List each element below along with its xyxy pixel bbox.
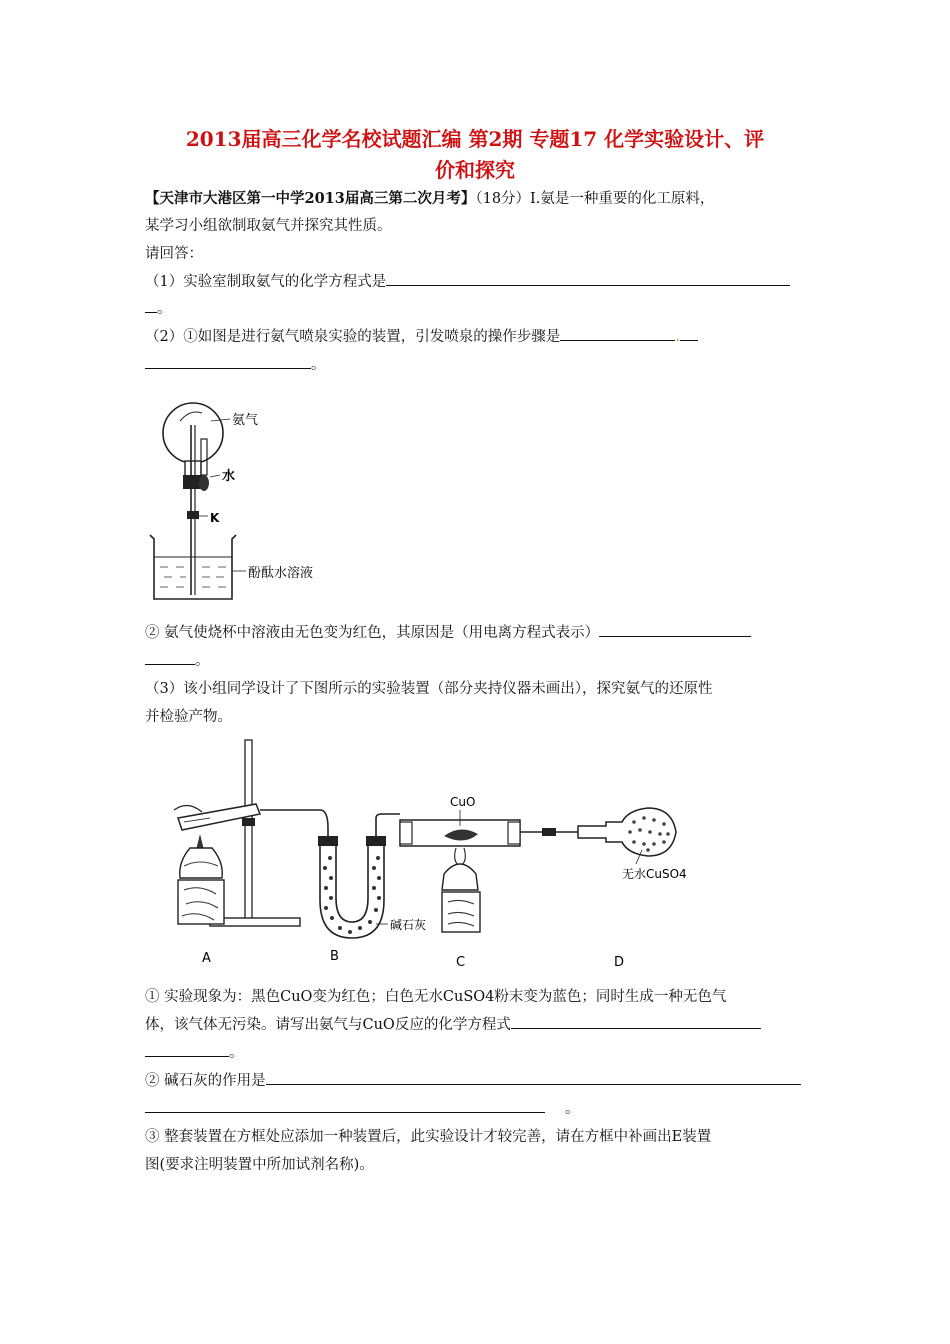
label-soda-lime: 碱石灰	[390, 918, 427, 932]
question-3-part3-line2: 图(要求注明装置中所加试剂名称)。	[145, 1157, 374, 1173]
question-3-part1-cont	[145, 1042, 244, 1064]
question-2-part2-blank-cont[interactable]	[145, 650, 195, 665]
alcohol-lamp-a	[180, 848, 223, 878]
beaker-solution	[160, 567, 226, 587]
question-2-part2-blank[interactable]	[599, 622, 751, 637]
label-water: 水	[222, 469, 236, 484]
label-phenolphthalein-solution: 酚酞水溶液	[248, 566, 314, 581]
clamp-k	[187, 511, 199, 519]
question-2-blank[interactable]	[560, 326, 675, 341]
label-ammonia-gas: 氨气	[232, 413, 259, 428]
label-apparatus-d: D	[614, 955, 625, 970]
dropper	[201, 439, 207, 475]
document-title-line2: 价和探究	[435, 158, 515, 182]
label-apparatus-b: B	[330, 949, 339, 964]
question-2-part2-end: 。	[195, 653, 210, 669]
question-2-part2-cont	[145, 650, 210, 672]
question-1-cont	[145, 298, 172, 320]
question-3-part1-blank-cont[interactable]	[145, 1042, 229, 1057]
question-2-blank-b[interactable]	[680, 326, 698, 341]
question-3-line2: 并检验产物。	[145, 709, 232, 725]
question-3-part2-end: 。	[565, 1101, 580, 1117]
alcohol-lamp-c	[442, 864, 478, 890]
fountain-apparatus-figure	[140, 395, 320, 607]
question-3-part2-blank[interactable]	[266, 1070, 801, 1085]
question-2-blank-cont[interactable]	[145, 354, 311, 369]
question-1-blank-cont[interactable]	[145, 298, 157, 313]
intro-line2: 某学习小组欲制取氨气并探究其性质。	[145, 218, 392, 234]
question-3-part2-blank-cont[interactable]	[145, 1098, 545, 1113]
question-3-line1: （3）该小组同学设计了下图所示的实验装置（部分夹持仪器未画出），探究氨气的还原性	[145, 681, 713, 697]
question-2-cont	[145, 354, 326, 376]
label-valve-k: K	[210, 511, 220, 525]
label-apparatus-c: C	[456, 955, 466, 970]
question-3-part1-text: 体，该气体无污染。请写出氨气与CuO反应的化学方程式	[145, 1017, 511, 1033]
question-1-blank[interactable]	[386, 271, 790, 286]
label-cuo: CuO	[450, 795, 476, 809]
question-3-part2-text: ② 碱石灰的作用是	[145, 1073, 266, 1089]
iron-stand-rod	[245, 740, 252, 920]
drying-tube-d	[578, 808, 676, 856]
answer-prompt: 请回答：	[145, 246, 203, 262]
intro-line1	[145, 188, 714, 210]
question-3-part2	[145, 1070, 801, 1092]
question-3-part1-end: 。	[229, 1045, 244, 1061]
label-apparatus-a: A	[202, 951, 211, 966]
question-2-part2	[145, 622, 751, 644]
question-2-end: 。	[311, 357, 326, 373]
question-3-part2-cont	[145, 1098, 580, 1120]
question-2-part2-text: ② 氨气使烧杯中溶液由无色变为红色，其原因是（用电离方程式表示）	[145, 625, 600, 641]
question-3-part1-blank[interactable]	[511, 1014, 761, 1029]
question-2-text: （2）①如图是进行氨气喷泉实验的装置，引发喷泉的操作步骤是	[145, 329, 561, 345]
question-1	[145, 271, 790, 293]
question-3-part1-line2	[145, 1014, 761, 1036]
question-3-part3-line1: ③ 整套装置在方框处应添加一种装置后，此实验设计才较完善，请在方框中补画出E装置	[145, 1129, 712, 1145]
source-label: 【天津市大港区第一中学2013届高三第二次月考】	[145, 190, 476, 207]
label-anhydrous-cuso4: 无水CuSO4	[622, 867, 687, 881]
question-2: （2）①如图是进行氨气喷泉实验的装置，引发喷泉的操作步骤是 .	[145, 326, 698, 348]
question-1-text: （1）实验室制取氨气的化学方程式是	[145, 274, 387, 290]
score-text: （18分）Ⅰ.氨是一种重要的化工原料，	[475, 191, 715, 207]
document-title-line1: 2013届高三化学名校试题汇编 第2期 专题17 化学实验设计、评	[185, 127, 765, 151]
ammonia-reduction-apparatus-figure	[160, 738, 740, 970]
question-3-part1-line1: ① 实验现象为：黑色CuO变为红色；白色无水CuSO4粉末变为蓝色；同时生成一种无色气	[145, 989, 727, 1005]
question-1-end: 。	[157, 301, 172, 317]
